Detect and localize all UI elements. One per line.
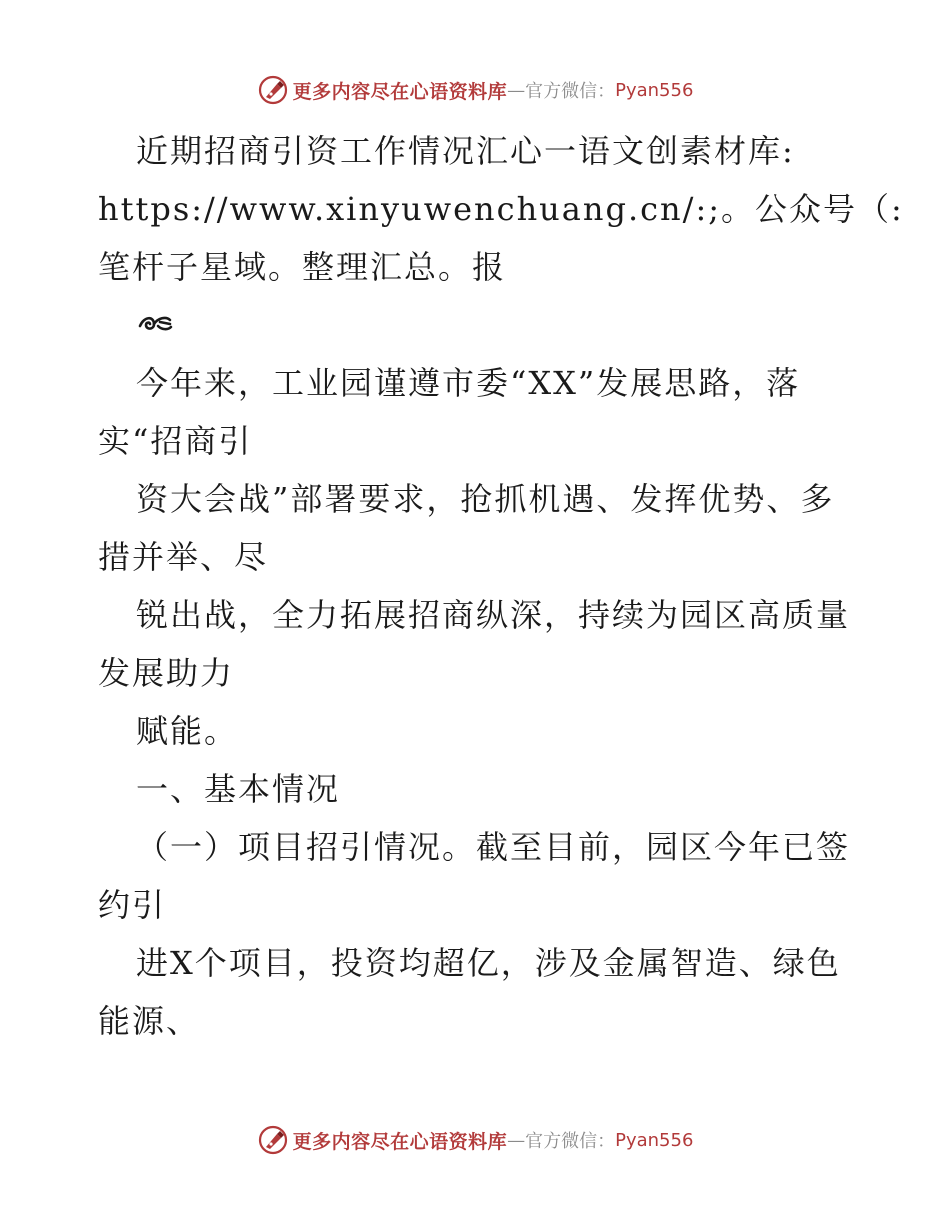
document-body [98,122,904,1050]
doc-line-projects-2: 约引 [98,886,167,924]
doc-line-projects-3: 进X个项目，投资均超亿，涉及金属智造、绿色 [136,944,841,982]
watermark-wechat-id: Pyan556 [615,79,694,101]
doc-line-title: 近期招商引资工作情况汇心一语文创素材库: [136,132,795,170]
doc-line-source: 笔杆子星域。整理汇总。报 [98,248,507,286]
watermark-dash: — [507,79,526,101]
doc-line-intro-7: 赋能。 [136,712,239,750]
doc-line-intro-3: 资大会战”部署要求，抢抓机遇、发挥优势、多 [136,480,835,518]
watermark-banner-bottom [0,1120,950,1160]
section-heading-basic: 一、基本情况 [136,770,341,808]
doc-line-intro-1: 今年来，工业园谨遵市委“XX”发展思路，落 [136,364,801,402]
pen-nib-logo-icon [257,1124,289,1156]
watermark-sub-text: 官方微信： [525,81,616,102]
watermark-main-text: 更多内容尽在心语资料库 [292,80,508,103]
pen-nib-logo-icon [257,74,289,106]
watermark-main-text: 更多内容尽在心语资料库 [292,1130,508,1153]
doc-line-intro-4: 措并举、尽 [98,538,269,576]
watermark-wechat-id: Pyan556 [615,1129,694,1151]
doc-line-url: https://www.xinyuwenchuang.cn/:;。公众号（: [98,190,904,228]
doc-line-intro-2: 实“招商引 [98,422,253,460]
watermark-sub-text: 官方微信： [525,1131,616,1152]
doc-line-intro-6: 发展助力 [98,654,235,692]
watermark-dash: — [507,1129,526,1151]
doc-line-projects-1: （一）项目招引情况。截至目前，园区今年已签 [136,828,851,866]
flourish-ornament-icon [98,296,858,354]
doc-line-intro-5: 锐出战，全力拓展招商纵深，持续为园区高质量 [136,596,851,634]
watermark-banner-top [0,70,950,110]
doc-line-projects-4: 能源、 [98,1002,201,1040]
